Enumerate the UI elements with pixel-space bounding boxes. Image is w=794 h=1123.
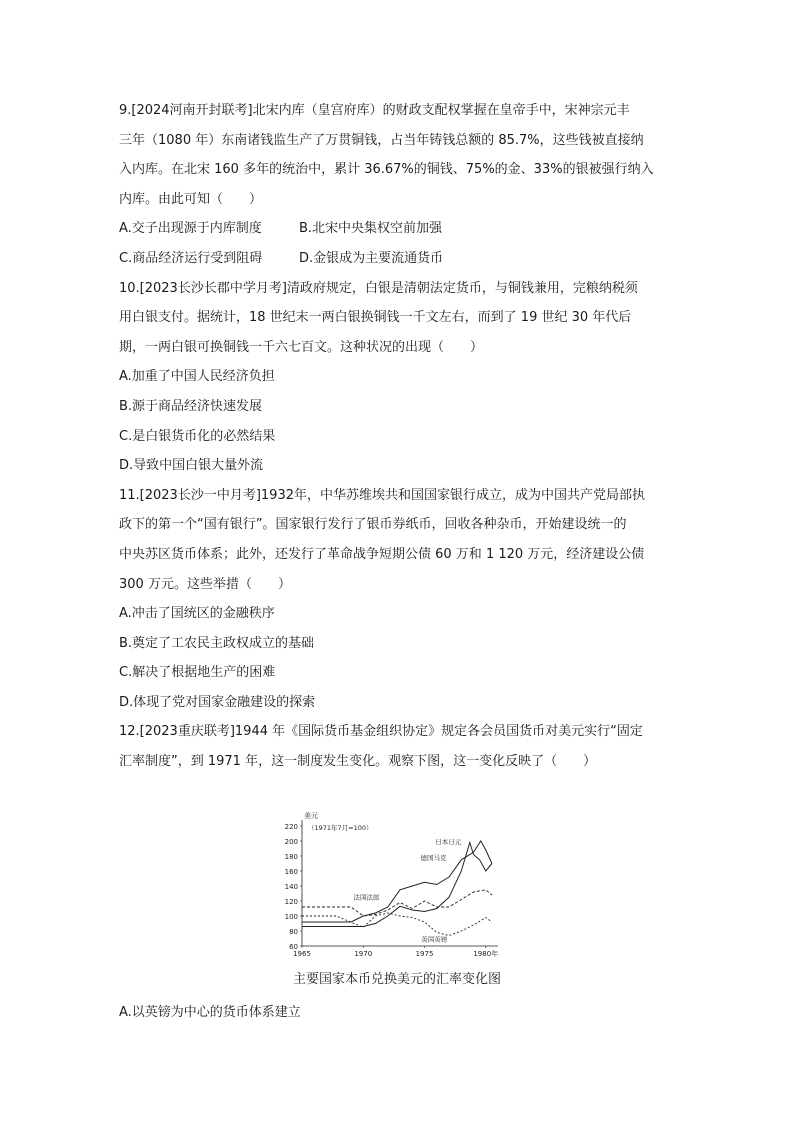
y-tick-label: 120 xyxy=(284,898,298,906)
question-11-line: 11.[2023长沙一中月考]1932年，中华苏维埃共和国国家银行成立，成为中国共产党局部执 xyxy=(119,487,645,503)
y-tick-label: 100 xyxy=(284,913,298,921)
series-label: 英国英镑 xyxy=(421,935,448,944)
series-label: 德国马克 xyxy=(420,853,447,862)
question-10-line: 用白银支付。据统计，18 世纪末一两白银换铜钱一千文左右，而到了 19 世纪 30 年代后 xyxy=(119,310,632,326)
option-b[interactable]: B.奠定了工农民主政权成立的基础 xyxy=(119,635,315,651)
x-tick-label: 1975 xyxy=(415,950,434,958)
question-11-line: 中央苏区货币体系；此外，还发行了革命战争短期公债 60 万和 1 120 万元，经济建设公债 xyxy=(119,546,645,562)
question-12 xyxy=(119,717,679,776)
option-c[interactable]: C.商品经济运行受到阻碍 xyxy=(119,250,263,266)
option-b[interactable]: B.北宋中央集权空前加强 xyxy=(299,221,443,237)
x-tick-label: 1980年 xyxy=(473,950,499,958)
question-9-line: 入内库。在北宋 160 多年的统治中，累计 36.67%的铜钱、75%的金、33%的银被强行纳入 xyxy=(119,162,654,178)
question-10-line: 期，一两白银可换铜钱一千六七百文。这种状况的出现（ ） xyxy=(119,339,484,355)
option-a[interactable]: A.交子出现源于内库制度 xyxy=(119,221,262,237)
option-d[interactable]: D.导致中国白银大量外流 xyxy=(119,458,264,474)
option-a[interactable]: A.加重了中国人民经济负担 xyxy=(119,369,275,385)
option-b[interactable]: B.源于商品经济快速发展 xyxy=(119,398,263,414)
question-11 xyxy=(119,481,679,718)
question-9-options-row xyxy=(119,244,679,274)
y-tick-label: 180 xyxy=(284,853,298,861)
question-12-line: 汇率制度”，到 1971 年，这一制度发生变化。观察下图，这一变化反映了（ ） xyxy=(119,754,597,770)
series-line xyxy=(302,843,492,927)
series-line xyxy=(302,841,492,922)
x-tick-label: 1965 xyxy=(293,950,311,958)
series-label: 日本日元 xyxy=(435,838,462,846)
option-d[interactable]: D.金银成为主要流通货币 xyxy=(299,250,444,266)
page-content xyxy=(119,96,679,777)
question-9-line: 三年（1080 年）东南诸钱监生产了万贯铜钱，占当年铸钱总额的 85.7%，这些钱被直接纳 xyxy=(119,132,644,148)
option-d[interactable]: D.体现了党对国家金融建设的探索 xyxy=(119,694,316,710)
option-c[interactable]: C.解决了根据地生产的困难 xyxy=(119,665,276,681)
y-tick-label: 140 xyxy=(284,883,298,891)
question-11-line: 政下的第一个“国有银行”。国家银行发行了银币券纸币，回收各种杂币，开始建设统一的 xyxy=(119,517,627,533)
y-tick-label: 160 xyxy=(284,868,298,876)
question-9 xyxy=(119,96,679,274)
question-9-options-row xyxy=(119,214,679,244)
chart-subtitle: （1971年7月=100） xyxy=(308,824,373,832)
series-line xyxy=(302,913,492,936)
y-tick-label: 80 xyxy=(289,928,298,936)
option-a[interactable]: A.冲击了国统区的金融秩序 xyxy=(119,606,275,622)
y-tick-label: 200 xyxy=(284,838,298,846)
question-10 xyxy=(119,274,679,481)
series-label: 法国法郎 xyxy=(353,893,380,902)
chart-svg xyxy=(270,808,510,968)
y-tick-label: 60 xyxy=(289,943,298,951)
option-a[interactable]: A.以英镑为中心的货币体系建立 xyxy=(119,1005,301,1020)
y-tick-label: 220 xyxy=(284,823,298,831)
question-11-line: 300 万元。这些举措（ ） xyxy=(119,576,291,592)
option-c[interactable]: C.是白银货币化的必然结果 xyxy=(119,428,276,444)
question-10-line: 10.[2023长沙长郡中学月考]清政府规定，白银是清朝法定货币，与铜钱兼用，完粮纳税须 xyxy=(119,280,638,296)
question-12-line: 12.[2023重庆联考]1944 年《国际货币基金组织协定》规定各会员国货币对美元实行“固定 xyxy=(119,724,643,740)
x-tick-label: 1970 xyxy=(354,950,373,958)
exchange-rate-chart xyxy=(270,808,510,968)
question-9-line: 内库。由此可知（ ） xyxy=(119,191,263,207)
y-axis-label: 美元 xyxy=(304,812,318,820)
chart-caption: 主要国家本币兑换美元的汇率变化图 xyxy=(292,972,501,987)
question-9-line: 9.[2024河南开封联考]北宋内库（皇宫府库）的财政支配权掌握在皇帝手中，宋神宗元丰 xyxy=(119,103,630,118)
